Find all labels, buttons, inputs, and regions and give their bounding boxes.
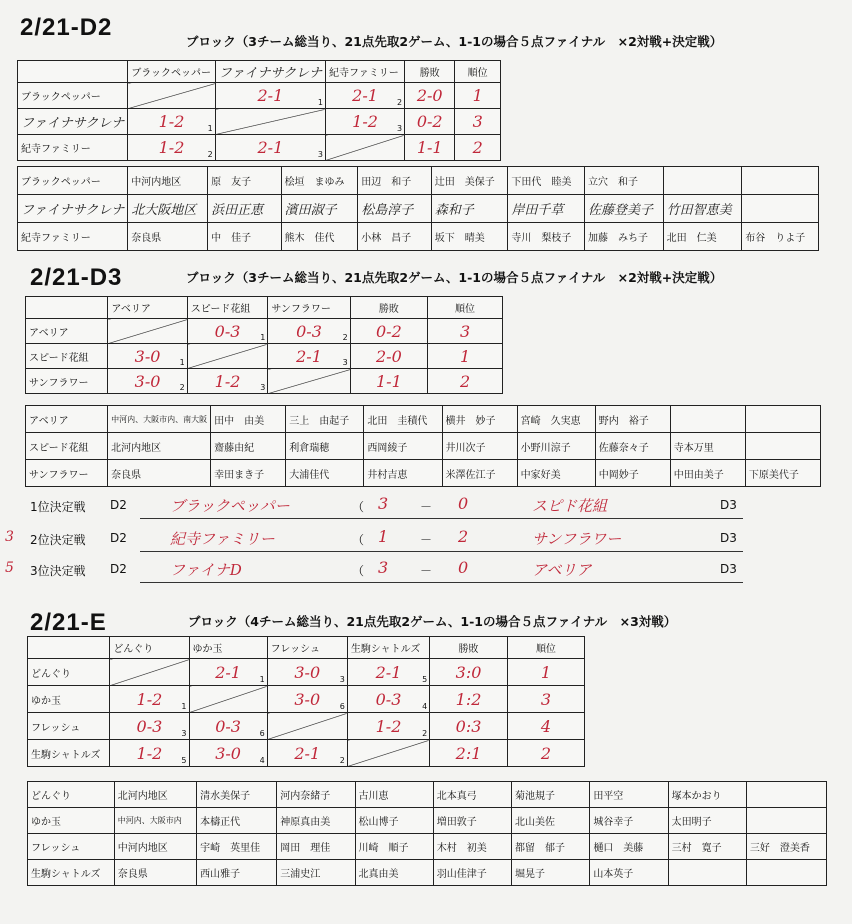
member-name: 本檮正代: [197, 808, 277, 834]
score-value: 1:2: [455, 689, 482, 709]
member-name: 太田明子: [668, 808, 746, 834]
member-area: 北河内地区: [108, 433, 211, 460]
score-cell: [267, 740, 347, 767]
header-cell: フレッシュ: [267, 637, 347, 659]
diagonal-cell: [187, 344, 268, 369]
final-paren-open: （: [352, 533, 365, 547]
header-cell: 順位: [507, 637, 584, 659]
score-cell: [267, 686, 347, 713]
score-value: 0-3: [296, 321, 322, 341]
team-label: ゆか玉: [28, 686, 110, 713]
member-name: 山本英子: [590, 860, 668, 886]
diagonal-cell: [128, 83, 216, 109]
score-value: 1-2: [136, 743, 163, 763]
member-name: 北本真弓: [433, 782, 511, 808]
match-order: 3: [260, 383, 266, 392]
final-team1: 紀寺ファミリー: [170, 530, 275, 548]
member-name: [746, 808, 826, 834]
member-name: 三浦史江: [277, 860, 355, 886]
d3-score-table: [25, 296, 503, 394]
score-cell: [430, 713, 508, 740]
score-cell: [405, 83, 455, 109]
score-value: 3-0: [134, 346, 161, 366]
d2-title: 2/21-D2: [20, 14, 113, 41]
member-name: 増田敦子: [433, 808, 511, 834]
final-team2: スピド花組: [532, 497, 608, 515]
member-area: 奈良県: [128, 223, 208, 251]
score-value: 0-3: [136, 716, 163, 736]
member-name: 三村 寛子: [668, 834, 746, 860]
score-cell: [350, 319, 427, 344]
member-name: 河内奈緒子: [277, 782, 355, 808]
match-order: 1: [181, 702, 187, 711]
member-name: 堀晃子: [512, 860, 590, 886]
final-paren-open: （: [352, 564, 365, 578]
final-score1: 3: [378, 494, 389, 513]
diagonal-cell: [189, 686, 267, 713]
member-name: 小野川涼子: [517, 433, 595, 460]
score-value: 1: [540, 662, 552, 682]
score-cell: [347, 686, 429, 713]
member-name: 原 友子: [208, 167, 281, 195]
member-area: 奈良県: [114, 860, 196, 886]
match-order: 1: [207, 124, 213, 133]
score-value: 0-3: [375, 689, 402, 709]
member-team: フレッシュ: [28, 834, 115, 860]
member-name: 小林 昌子: [358, 223, 431, 251]
member-name: 田中 由美: [211, 406, 286, 433]
score-cell: [187, 369, 268, 394]
member-name: 神原真由美: [277, 808, 355, 834]
header-cell: 勝敗: [350, 297, 427, 319]
score-cell: [128, 109, 216, 135]
score-value: 0-2: [376, 321, 402, 341]
final-score1: 3: [378, 558, 389, 577]
final-left-block: D2: [110, 498, 127, 512]
score-cell: [350, 369, 427, 394]
score-cell: [268, 319, 350, 344]
score-value: 3: [459, 321, 471, 341]
match-order: 5: [181, 756, 187, 765]
member-name: 辻田 美保子: [431, 167, 508, 195]
match-order: 6: [339, 702, 345, 711]
member-name: 羽山佳津子: [433, 860, 511, 886]
match-order: 5: [422, 675, 428, 684]
member-name: 田辺 和子: [358, 167, 431, 195]
e-title: 2/21-E: [30, 609, 107, 636]
team-label: アベリア: [26, 319, 108, 344]
score-value: 1-2: [214, 371, 241, 391]
score-value: 3: [472, 112, 483, 131]
score-value: 2-1: [296, 346, 322, 366]
diagonal-cell: [268, 369, 350, 394]
match-order: 2: [339, 756, 345, 765]
member-name: 下田代 睦美: [508, 167, 585, 195]
member-name: 城谷幸子: [590, 808, 668, 834]
match-order: 3: [397, 124, 403, 133]
member-name: [746, 782, 826, 808]
score-cell: [325, 109, 404, 135]
match-order: 4: [422, 702, 428, 711]
member-name: 米澤佐江子: [442, 460, 517, 487]
member-team: アベリア: [26, 406, 108, 433]
header-cell: アベリア: [108, 297, 187, 319]
score-cell: [215, 83, 325, 109]
final-underline: [140, 518, 743, 519]
header-cell: 紀寺ファミリー: [325, 61, 404, 83]
member-name: 中 佳子: [208, 223, 281, 251]
match-order: 4: [259, 756, 265, 765]
match-order: 1: [259, 675, 265, 684]
header-cell: 勝敗: [430, 637, 508, 659]
score-value: 2-0: [376, 346, 402, 366]
member-team: 紀寺ファミリー: [18, 223, 128, 251]
header-cell: 勝敗: [405, 61, 455, 83]
header-cell: 生駒シャトルズ: [347, 637, 429, 659]
score-cell: [189, 659, 267, 686]
member-area: 北河内地区: [114, 782, 196, 808]
score-value: 2: [472, 138, 483, 157]
member-name: 岸田千草: [508, 195, 585, 223]
member-name: 西岡綾子: [364, 433, 442, 460]
d3-rule: ブロック（3チーム総当り、21点先取2ゲーム、1-1の場合５点ファイナル ×2対戦+決定戦）: [186, 270, 723, 285]
member-area: 中河内地区: [128, 167, 208, 195]
score-value: 0-3: [215, 716, 241, 736]
member-name: 幸田まき子: [211, 460, 286, 487]
score-value: 2-1: [294, 743, 321, 763]
score-value: 1-2: [158, 112, 185, 131]
member-name: 北田 仁美: [663, 223, 742, 251]
member-team: ファイナサクレナ: [18, 195, 128, 223]
member-name: [670, 406, 745, 433]
match-order: 6: [259, 729, 265, 738]
score-cell: [325, 83, 404, 109]
match-order: 1: [317, 98, 323, 107]
member-team: ブラックペッパー: [18, 167, 128, 195]
d3-member-table: [25, 405, 821, 487]
match-order: 3: [181, 729, 187, 738]
score-cell: [347, 659, 429, 686]
header-cell: サンフラワー: [268, 297, 350, 319]
header-cell: 順位: [455, 61, 501, 83]
score-value: 2-1: [215, 662, 241, 682]
member-name: 菊池規子: [512, 782, 590, 808]
score-cell: [428, 344, 503, 369]
final-left-block: D2: [110, 562, 127, 576]
score-cell: [189, 740, 267, 767]
member-name: 濱田淑子: [281, 195, 358, 223]
final-team2: サンフラワー: [532, 530, 622, 548]
member-name: 宇崎 英里佳: [197, 834, 277, 860]
member-name: 野内 裕子: [595, 406, 670, 433]
match-order: 3: [339, 675, 345, 684]
final-score2: 2: [458, 527, 469, 546]
score-cell: [507, 713, 584, 740]
score-cell: [455, 83, 501, 109]
score-value: 4: [540, 716, 552, 736]
member-name: 松島淳子: [358, 195, 431, 223]
member-name: 西山雅子: [197, 860, 277, 886]
member-name: [742, 195, 819, 223]
score-cell: [108, 369, 187, 394]
member-name: 宮崎 久実恵: [517, 406, 595, 433]
match-order: 2: [179, 383, 185, 392]
member-name: 森和子: [431, 195, 508, 223]
member-area: 北大阪地区: [128, 195, 208, 223]
member-name: 寺本万里: [670, 433, 745, 460]
score-value: 1: [472, 86, 483, 105]
final-dash: －: [420, 564, 433, 578]
score-cell: [430, 740, 508, 767]
team-label: 生駒シャトルズ: [28, 740, 110, 767]
member-team: 生駒シャトルズ: [28, 860, 115, 886]
member-name: 樋口 美藤: [590, 834, 668, 860]
score-value: 3-0: [134, 371, 161, 391]
d2-rule: ブロック（3チーム総当り、21点先取2ゲーム、1-1の場合５点ファイナル ×2対戦+決定戦）: [186, 34, 723, 49]
final-team1: ファイナD: [170, 561, 242, 579]
score-cell: [215, 135, 325, 161]
member-name: 塚本かおり: [668, 782, 746, 808]
member-name: 布谷 りよ子: [742, 223, 819, 251]
member-team: サンフラワー: [26, 460, 108, 487]
member-name: 寺川 梨枝子: [508, 223, 585, 251]
member-name: [745, 406, 820, 433]
score-cell: [428, 319, 503, 344]
member-name: 桧垣 まゆみ: [281, 167, 358, 195]
member-name: [663, 167, 742, 195]
score-value: 2-1: [375, 662, 402, 682]
score-value: 2:1: [455, 743, 482, 763]
score-value: 1-2: [158, 138, 185, 157]
final-team1: ブラックペッパー: [170, 497, 290, 515]
member-team: どんぐり: [28, 782, 115, 808]
member-area: 中河内、大阪市内: [114, 808, 196, 834]
e-rule: ブロック（4チーム総当り、21点先取2ゲーム、1-1の場合５点ファイナル ×3対戦）: [188, 614, 677, 629]
member-name: [746, 860, 826, 886]
score-cell: [347, 713, 429, 740]
final-right-block: D3: [720, 531, 737, 545]
member-name: 松山博子: [355, 808, 433, 834]
final-team2: アベリア: [532, 561, 592, 579]
score-value: 2-1: [257, 86, 284, 105]
team-label: スピード花組: [26, 344, 108, 369]
member-name: 井川次子: [442, 433, 517, 460]
score-cell: [405, 135, 455, 161]
member-name: 齋藤由紀: [211, 433, 286, 460]
score-value: 2: [459, 371, 471, 391]
score-cell: [430, 686, 508, 713]
final-score2: 0: [458, 494, 469, 513]
score-value: 3-0: [294, 662, 321, 682]
score-cell: [430, 659, 508, 686]
score-cell: [189, 713, 267, 740]
score-cell: [405, 109, 455, 135]
member-team: ゆか玉: [28, 808, 115, 834]
header-cell: 順位: [428, 297, 503, 319]
member-name: 田平空: [590, 782, 668, 808]
final-underline: [140, 551, 743, 552]
match-order: 1: [260, 333, 266, 342]
member-area: 奈良県: [108, 460, 211, 487]
score-value: 1-1: [376, 371, 402, 391]
match-order: 2: [397, 98, 403, 107]
member-name: 横井 妙子: [442, 406, 517, 433]
d2-score-table: [17, 60, 501, 161]
match-order: 3: [342, 358, 348, 367]
score-value: 1-2: [352, 112, 378, 131]
final-score1: 1: [378, 527, 389, 546]
team-label: ファイナサクレナ: [18, 109, 128, 135]
team-label: サンフラワー: [26, 369, 108, 394]
header-cell: スピード花組: [187, 297, 268, 319]
score-value: 1-2: [375, 716, 402, 736]
d3-title: 2/21-D3: [30, 264, 123, 291]
member-area: 中河内、大阪市内、南大阪: [108, 406, 211, 433]
score-value: 2: [540, 743, 552, 763]
final-right-block: D3: [720, 498, 737, 512]
member-name: 熊木 佳代: [281, 223, 358, 251]
team-label: どんぐり: [28, 659, 110, 686]
member-name: 川崎 順子: [355, 834, 433, 860]
score-cell: [350, 344, 427, 369]
e-score-table: [27, 636, 585, 767]
member-name: 三上 由起子: [286, 406, 364, 433]
member-name: 古川恵: [355, 782, 433, 808]
match-order: 2: [422, 729, 428, 738]
member-name: 浜田正恵: [208, 195, 281, 223]
header-cell: ファイナサクレナ: [215, 61, 325, 83]
score-value: 3-0: [294, 689, 321, 709]
score-cell: [428, 369, 503, 394]
final-left-block: D2: [110, 531, 127, 545]
diagonal-cell: [325, 135, 404, 161]
match-order: 3: [317, 150, 323, 159]
final-label: 3位決定戦: [30, 564, 86, 578]
score-cell: [507, 659, 584, 686]
member-name: 坂下 晴美: [431, 223, 508, 251]
diagonal-cell: [215, 109, 325, 135]
score-cell: [108, 344, 187, 369]
final-underline: [140, 582, 743, 583]
header-cell: どんぐり: [110, 637, 189, 659]
member-name: 岡田 理佳: [277, 834, 355, 860]
member-name: 佐藤登美子: [585, 195, 664, 223]
score-cell: [187, 319, 268, 344]
diagonal-cell: [267, 713, 347, 740]
member-name: [742, 167, 819, 195]
member-name: 利倉瑞穂: [286, 433, 364, 460]
member-name: 立穴 和子: [585, 167, 664, 195]
member-name: 加藤 みち子: [585, 223, 664, 251]
member-name: 清水美保子: [197, 782, 277, 808]
final-dash: －: [420, 533, 433, 547]
score-cell: [268, 344, 350, 369]
member-name: 北山美佐: [512, 808, 590, 834]
member-name: 三好 澄美香: [746, 834, 826, 860]
score-value: 1-2: [136, 689, 163, 709]
final-right-block: D3: [720, 562, 737, 576]
score-value: 0-2: [416, 112, 443, 131]
score-value: 2-1: [257, 138, 284, 157]
team-label: 紀寺ファミリー: [18, 135, 128, 161]
score-cell: [455, 109, 501, 135]
member-name: [745, 433, 820, 460]
score-value: 3: [540, 689, 552, 709]
score-value: 1: [459, 346, 471, 366]
corner-cell: [28, 637, 110, 659]
member-name: 大浦佳代: [286, 460, 364, 487]
match-order: 2: [342, 333, 348, 342]
score-value: 2-0: [416, 86, 443, 105]
member-team: スピード花組: [26, 433, 108, 460]
score-cell: [267, 659, 347, 686]
diagonal-cell: [347, 740, 429, 767]
diagonal-cell: [108, 319, 187, 344]
member-name: 中田由美子: [670, 460, 745, 487]
member-name: 竹田智恵美: [663, 195, 742, 223]
header-cell: ゆか玉: [189, 637, 267, 659]
score-cell: [455, 135, 501, 161]
diagonal-cell: [110, 659, 189, 686]
match-order: 1: [179, 358, 185, 367]
score-value: 0-3: [214, 321, 241, 341]
final-mark: 3: [5, 529, 14, 545]
match-order: 2: [207, 150, 213, 159]
team-label: ブラックペッパー: [18, 83, 128, 109]
e-member-table: [27, 781, 827, 886]
final-mark: 5: [5, 560, 14, 576]
member-name: [668, 860, 746, 886]
score-cell: [128, 135, 216, 161]
d2-member-table: [17, 166, 819, 251]
member-name: 下原美代子: [745, 460, 820, 487]
header-cell: ブラックペッパー: [128, 61, 216, 83]
score-value: 0:3: [455, 716, 482, 736]
score-cell: [507, 740, 584, 767]
member-name: 都留 郁子: [512, 834, 590, 860]
corner-cell: [26, 297, 108, 319]
score-cell: [110, 713, 189, 740]
final-dash: －: [420, 500, 433, 514]
score-value: 3:0: [455, 662, 482, 682]
final-label: 1位決定戦: [30, 500, 86, 514]
member-name: 佐藤奈々子: [595, 433, 670, 460]
member-name: 井村吉恵: [364, 460, 442, 487]
score-cell: [110, 686, 189, 713]
score-cell: [110, 740, 189, 767]
score-cell: [507, 686, 584, 713]
member-name: 中家好美: [517, 460, 595, 487]
corner-cell: [18, 61, 128, 83]
member-name: 中岡妙子: [595, 460, 670, 487]
final-score2: 0: [458, 558, 469, 577]
team-label: フレッシュ: [28, 713, 110, 740]
member-name: 北真由美: [355, 860, 433, 886]
score-value: 2-1: [352, 86, 378, 105]
member-area: 中河内地区: [114, 834, 196, 860]
member-name: 北田 圭積代: [364, 406, 442, 433]
member-name: 木村 初美: [433, 834, 511, 860]
score-value: 1-1: [416, 138, 443, 157]
final-label: 2位決定戦: [30, 533, 86, 547]
score-value: 3-0: [215, 743, 241, 763]
final-paren-open: （: [352, 500, 365, 514]
